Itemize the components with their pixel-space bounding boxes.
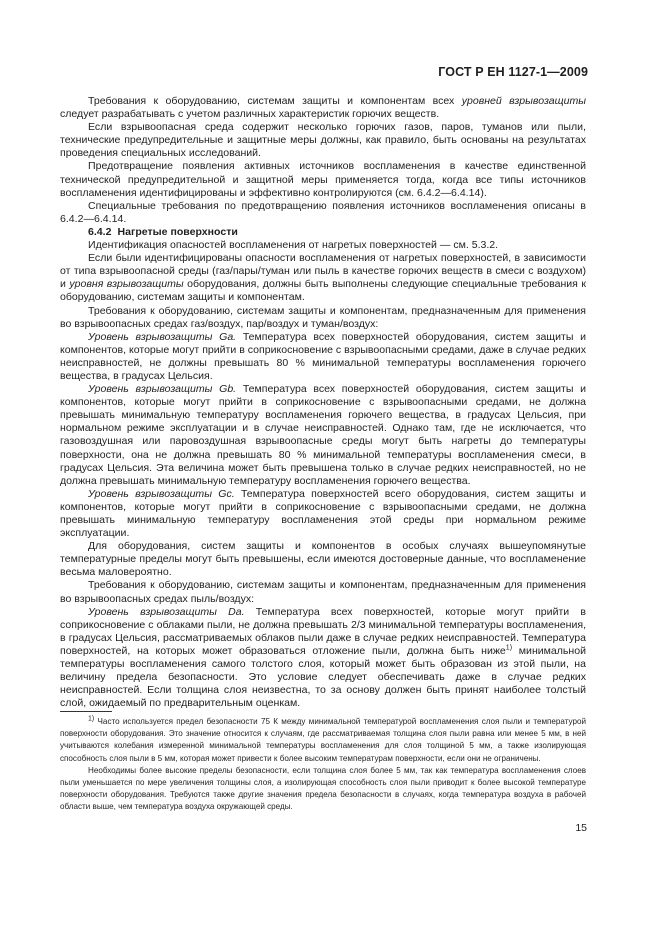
paragraph: Для оборудования, систем защиты и компонентов в особых случаях вышеупомянутые температурные пределы могут быть превышены, если имеются достоверные данные, что воспламенение весьма маловероятно. <box>60 540 586 579</box>
section-title: Нагретые поверхности <box>117 225 238 238</box>
section-heading <box>60 226 586 239</box>
paragraph: Предотвращение появления активных источников воспламенения в качестве единственной технической предупредительной и защитной меры применяется тогда, когда все типы источников воспламенения идентифицированы и эффективно контролируются (см. 6.4.2—6.4.14). <box>60 160 586 199</box>
paragraph: Требования к оборудованию, системам защиты и компонентам всех уровней взрывозащиты следует разрабатывать с учетом различных характеристик горючих веществ. <box>60 95 586 121</box>
document-body <box>60 95 586 710</box>
paragraph-level-gb: Уровень взрывозащиты Gb. Температура всех поверхностей оборудования, систем защиты и компонентов, которые могут прийти в соприкосновение с взрывоопасными средами, не должна превышать минимальную температуру воспламенения горючего вещества, в градусах Цельсия, при нормальном режиме эксплуатации и в случае неисправностей. Однако там, где не исключается, что газовоздушная или паровоздушная взрывоопасные среды могут быть нагреты до температуры поверхности, она не должна превышать 80 % минимальной температуры воспламенения смеси, в градусах Цельсия. Эта величина может быть превышена только в случае редких неисправностей, но не должна превышать минимальную температуру воспламенения горючего вещества. <box>60 383 586 487</box>
footnote-divider <box>60 711 112 712</box>
page-number: 15 <box>575 822 587 834</box>
footnote-continuation: Необходимы более высокие пределы безопасности, если толщина слоя более 5 мм, так как температура воспламенения слоев пыли уменьшается по мере увеличения толщины слоя, а изолирующая способность слоя пыли приводит к более высокой температуре поверхности оборудования. Требуются также другие значения предела безопасности в случаях, когда температура воздуха в рабочей области выше, чем температура воздуха окружающей среды. <box>60 765 586 812</box>
paragraph-level-gc: Уровень взрывозащиты Gc. Температура поверхностей всего оборудования, систем защиты и компонентов, которые могут прийти в соприкосновение с взрывоопасными средами, не должна превышать минимальную температуру воспламенения этой среды при нормальном режиме эксплуатации. <box>60 487 586 540</box>
paragraph: Специальные требования по предотвращению появления источников воспламенения описаны в 6.4.2—6.4.14. <box>60 199 586 225</box>
footnote: $^{1)}$ Часто используется предел безопасности 75 К между минимальной температурой воспламенения слоя пыли и температурой поверхности оборудования. Это значение относится к случаям, где рассматриваемая толщина слоя пыли равна или менее 5 мм, в ней учитываются колебания измеренной минимальной температуры воспламенения для слоя толщиной 5 мм, а также изолирующая способность слоя пыли в 5 мм, которая может привести к более высоким температурам поверхности, если они не ограничены. <box>60 715 586 763</box>
paragraph: Если взрывоопасная среда содержит несколько горючих газов, паров, туманов или пыли, технические предупредительные и защитные меры должны, как правило, быть основаны на результатах проведения специальных исследований. <box>60 121 586 160</box>
paragraph-level-ga: Уровень взрывозащиты Ga. Температура всех поверхностей оборудования, систем защиты и компонентов, которые могут прийти в соприкосновение с взрывоопасными средами, даже в случае редких неисправностей, не должны превышать 80 % минимальной температуры воспламенения горючего вещества, в градусах Цельсия. <box>60 330 586 382</box>
footnotes <box>60 716 586 814</box>
section-number: 6.4.2 <box>88 225 112 238</box>
document-code-header: ГОСТ Р ЕН 1127-1—2009 <box>438 65 588 79</box>
paragraph: Требования к оборудованию, системам защиты и компонентам, предназначенным для применения во взрывоопасных средах газ/воздух, пар/воздух и туман/воздух: <box>60 304 586 330</box>
paragraph: Идентификация опасностей воспламенения от нагретых поверхностей — см. 5.3.2. <box>88 239 499 252</box>
paragraph: Если были идентифицированы опасности воспламенения от нагретых поверхностей, в зависимости от типа взрывоопасной среды (газ/пары/туман или пыль в качестве горючих веществ в смеси с воздухом) и уровня взрывозащиты оборудования, должны быть выполнены следующие специальные требования к оборудованию, системам защиты и компонентам. <box>60 252 586 304</box>
paragraph-level-da: Уровень взрывозащиты Da. Температура всех поверхностей, которые могут прийти в соприкосновение с облаками пыли, не должна превышать 2/3 минимальной температуры воспламенения, в градусах Цельсия, рассматриваемых облаков пыли даже в случае редких неисправностей. Температура поверхностей, на которых может образоваться отложение пыли, должна быть ниже$^{1)}$ минимальной температуры воспламенения самого толстого слоя, который может быть образован из этой пыли, на величину предела безопасности. Это условие следует обеспечивать даже в случае редких неисправностей. Если толщина слоя неизвестна, то за основу должен быть принят наиболее толстый слой, ожидаемый по предварительным оценкам. <box>60 605 587 710</box>
paragraph: Требования к оборудованию, системам защиты и компонентам, предназначенным для применения во взрывоопасных средах пыль/воздух: <box>60 579 586 605</box>
footnote-marker: 1) <box>88 715 95 723</box>
footnote-ref[interactable]: 1) <box>505 644 513 652</box>
